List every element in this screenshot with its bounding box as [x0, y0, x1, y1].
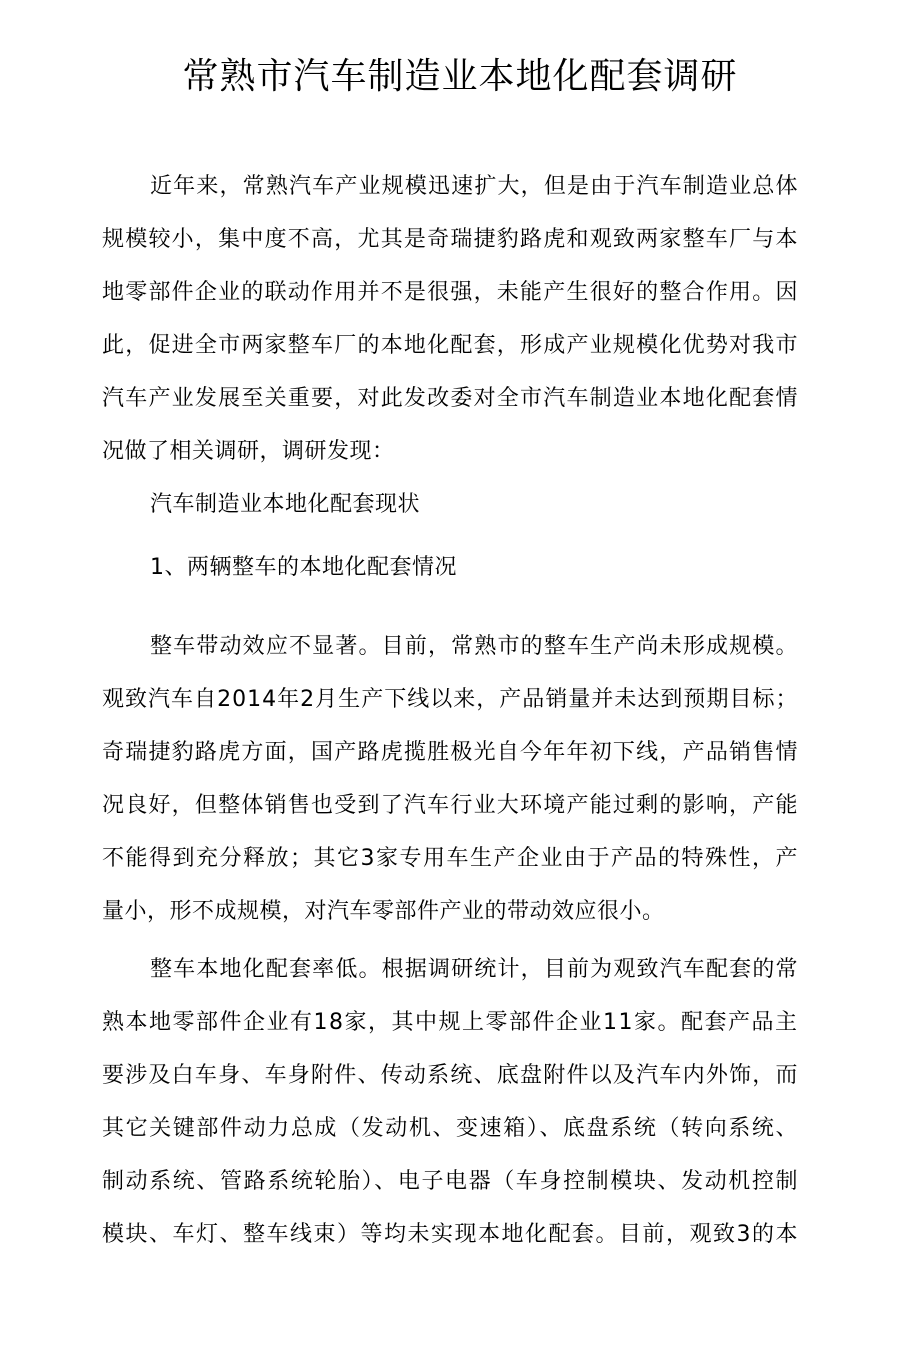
body-text-line: 整车本地化配套率低。根据调研统计，目前为观致汽车配套的常: [150, 957, 799, 982]
document-title: 常熟市汽车制造业本地化配套调研: [182, 56, 738, 97]
body-text-line: 况做了相关调研，调研发现：: [102, 439, 395, 464]
body-text-line: 地零部件企业的联动作用并不是很强，未能产生很好的整合作用。因: [102, 280, 799, 305]
body-text-line: 汽车产业发展至关重要，对此发改委对全市汽车制造业本地化配套情: [102, 386, 799, 411]
body-text-line: 不能得到充分释放；其它3家专用车生产企业由于产品的特殊性，产: [102, 846, 799, 871]
body-text-line: 奇瑞捷豹路虎方面，国产路虎揽胜极光自今年年初下线，产品销售情: [102, 740, 799, 765]
body-text-line: 其它关键部件动力总成（发动机、变速箱）、底盘系统（转向系统、: [102, 1116, 800, 1141]
body-text-line: 模块、车灯、整车线束）等均未实现本地化配套。目前，观致3的本: [102, 1222, 799, 1247]
body-text-line: 汽车制造业本地化配套现状: [150, 492, 421, 517]
body-text-line: 要涉及白车身、车身附件、传动系统、底盘附件以及汽车内外饰，而: [102, 1063, 799, 1088]
body-text-line: 况良好，但整体销售也受到了汽车行业大环境产能过剩的影响，产能: [102, 793, 799, 818]
body-text-line: 整车带动效应不显著。目前，常熟市的整车生产尚未形成规模。: [150, 634, 799, 659]
body-text-line: 观致汽车自2014年2月生产下线以来，产品销量并未达到预期目标；: [102, 687, 799, 712]
body-text-line: 制动系统、管路系统轮胎）、电子电器（车身控制模块、发动机控制: [102, 1169, 800, 1194]
body-text-line: 规模较小，集中度不高，尤其是奇瑞捷豹路虎和观致两家整车厂与本: [102, 227, 799, 252]
body-text-line: 近年来，常熟汽车产业规模迅速扩大，但是由于汽车制造业总体: [150, 174, 799, 199]
body-text-line: 量小，形不成规模，对汽车零部件产业的带动效应很小。: [102, 899, 665, 924]
body-text-line: 此，促进全市两家整车厂的本地化配套，形成产业规模化优势对我市: [102, 333, 799, 358]
body-text-line: 熟本地零部件企业有18家，其中规上零部件企业11家。配套产品主: [102, 1010, 799, 1035]
body-text-line: 1、两辆整车的本地化配套情况: [150, 555, 457, 580]
